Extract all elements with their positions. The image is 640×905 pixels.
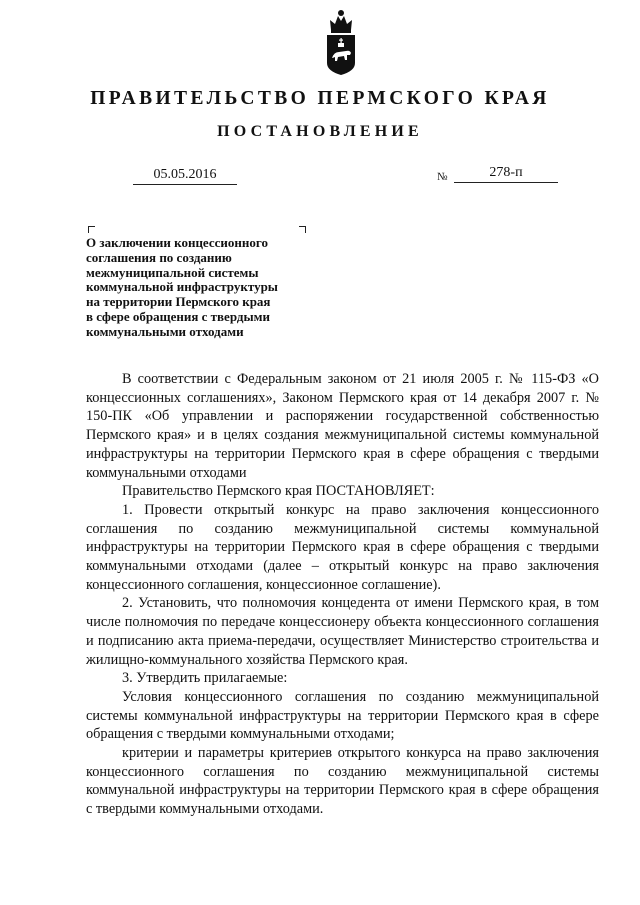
subject-bracket-right xyxy=(299,226,306,233)
clause-3-item-conditions: Условия концессионного соглашения по созданию межмуниципальной системы коммунальной инфраструктуры на территории Пермского края в сфере обращения с твердыми коммунальными отходами; xyxy=(86,688,599,743)
subject-line: коммунальной инфраструктуры xyxy=(86,279,278,295)
subject-line: соглашения по созданию xyxy=(86,249,232,265)
clause-2-paragraph: 2. Установить, что полномочия концедента от имени Пермского края, в том числе полномочия по передаче концессионеру объекта концессионного соглашения и подписанию акта приема-передачи, осуществляет Министерство строительства и жилищно-коммунального хозяйства Пермского края. xyxy=(86,595,599,668)
government-title: ПРАВИТЕЛЬСТВО ПЕРМСКОГО КРАЯ xyxy=(90,88,550,109)
document-subject xyxy=(86,236,316,340)
subject-line: в сфере обращения с твердыми xyxy=(86,308,270,324)
subject-line: О заключении концессионного xyxy=(86,235,268,250)
subject-line: межмуниципальной системы xyxy=(86,264,259,280)
subject-line: коммунальными отходами xyxy=(86,323,244,339)
clause-3-item-criteria: критерии и параметры критериев открытого конкурса на право заключения концессионного соглашения по созданию межмуниципальной системы коммунальной инфраструктуры на территории Пермского края в сфере обращения с твердыми коммунальными отходами. xyxy=(86,745,599,818)
perm-krai-coat-of-arms-icon xyxy=(324,8,358,76)
preamble-paragraph: В соответствии с Федеральным законом от 21 июля 2005 г. № 115-ФЗ «О концессионных соглашениях», Законом Пермского края от 14 декабря 2007 г. № 150-ПК «Об управлении и распоряжении государственной собственностью Пермского края» и в целях создания межмуниципальной системы коммунальной инфраструктуры на территории Пермского края в сфере обращения с твердыми коммунальными отходами xyxy=(86,371,599,481)
document-date: 05.05.2016 xyxy=(133,166,237,185)
clause-1-paragraph: 1. Провести открытый конкурс на право заключения концессионного соглашения по созданию межмуниципальной системы коммунальной инфраструктуры на территории Пермского края в сфере обращения с твердыми коммунальными отходами (далее – открытый конкурс на право заключения концессионного соглашения, концессионное соглашение). xyxy=(86,501,599,593)
document-number: 278-п xyxy=(454,164,558,183)
clause-3-paragraph: 3. Утвердить прилагаемые: xyxy=(122,670,288,687)
resolution-statement: Правительство Пермского края ПОСТАНОВЛЯЕТ: xyxy=(122,483,435,500)
subject-bracket-left xyxy=(88,226,95,233)
document-type: ПОСТАНОВЛЕНИЕ xyxy=(217,123,423,140)
subject-line: на территории Пермского края xyxy=(86,294,271,310)
document-body xyxy=(86,370,599,819)
document-number-label: № xyxy=(437,171,448,183)
